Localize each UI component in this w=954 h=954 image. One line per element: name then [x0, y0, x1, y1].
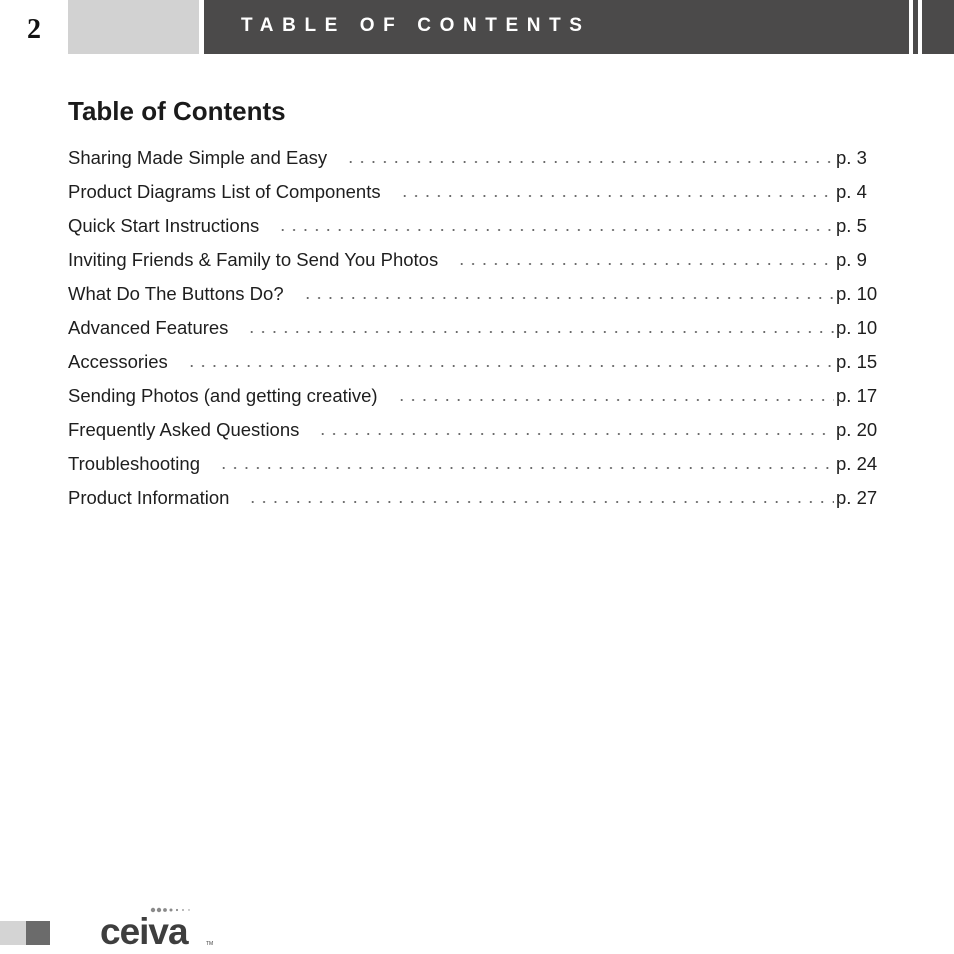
- toc-dot-leader: [218, 461, 834, 475]
- toc-entry[interactable]: [68, 141, 888, 175]
- toc-entry-title: Sharing Made Simple and Easy: [68, 147, 328, 168]
- toc-dot-leader: [277, 223, 834, 237]
- toc-entry[interactable]: [68, 447, 888, 481]
- toc-entry-title: Frequently Asked Questions: [68, 419, 300, 440]
- header-stripe: [922, 0, 954, 54]
- toc-dot-leader: [246, 325, 834, 339]
- header-stripe: [913, 0, 918, 54]
- toc-entry-page: p. 24: [836, 453, 878, 474]
- footer-dark-block: [26, 921, 50, 945]
- toc-entry-title: Product Information: [68, 487, 230, 508]
- toc-entry-title: Troubleshooting: [68, 453, 200, 474]
- toc-entry[interactable]: [68, 277, 888, 311]
- toc-entry-page: p. 4: [836, 181, 867, 202]
- toc-entry[interactable]: [68, 413, 888, 447]
- toc-list: [68, 141, 888, 515]
- logo-text: ceiva: [100, 911, 188, 948]
- section-title: TABLE OF CONTENTS: [241, 15, 591, 36]
- toc-entry[interactable]: [68, 379, 888, 413]
- toc-entry-page: p. 3: [836, 147, 867, 168]
- toc-entry-page: p. 20: [836, 419, 878, 440]
- toc-dot-leader: [456, 257, 834, 271]
- toc-entry-title: Accessories: [68, 351, 168, 372]
- toc-entry-page: p. 17: [836, 385, 878, 406]
- toc-entry[interactable]: [68, 345, 888, 379]
- toc-entry[interactable]: [68, 481, 888, 515]
- toc-dot-leader: [247, 495, 834, 509]
- toc-entry-title: What Do The Buttons Do?: [68, 283, 284, 304]
- toc-entry-page: p. 27: [836, 487, 878, 508]
- toc-entry[interactable]: [68, 243, 888, 277]
- toc-dot-leader: [186, 359, 834, 373]
- toc-entry[interactable]: [68, 209, 888, 243]
- toc-dot-leader: [396, 393, 834, 407]
- toc-dot-leader: [302, 291, 834, 305]
- toc-entry-title: Sending Photos (and getting creative): [68, 385, 378, 406]
- footer-light-block: [0, 921, 26, 945]
- toc-entry-page: p. 5: [836, 215, 867, 236]
- toc-entry-title: Product Diagrams List of Components: [68, 181, 381, 202]
- page-number: 2: [27, 14, 41, 45]
- logo-trademark: TM: [206, 941, 214, 947]
- toc-entry[interactable]: [68, 175, 888, 209]
- toc-dot-leader: [345, 155, 834, 169]
- ceiva-logo: [98, 904, 218, 948]
- header-light-block: [68, 0, 199, 54]
- toc-entry-page: p. 9: [836, 249, 867, 270]
- page-title: Table of Contents: [68, 96, 286, 126]
- toc-entry[interactable]: [68, 311, 888, 345]
- toc-entry-title: Advanced Features: [68, 317, 229, 338]
- toc-entry-page: p. 10: [836, 283, 878, 304]
- toc-dot-leader: [399, 189, 834, 203]
- toc-entry-page: p. 15: [836, 351, 878, 372]
- toc-entry-title: Quick Start Instructions: [68, 215, 260, 236]
- toc-dot-leader: [317, 427, 834, 441]
- toc-entry-title: Inviting Friends & Family to Send You Photos: [68, 249, 439, 270]
- toc-entry-page: p. 10: [836, 317, 878, 338]
